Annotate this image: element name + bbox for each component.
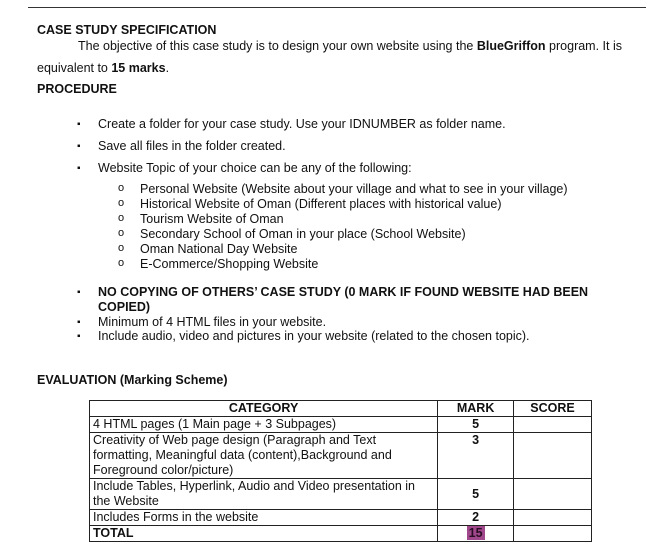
total-mark-value: 15 xyxy=(468,526,483,540)
total-score-cell xyxy=(514,526,592,542)
circle-bullet-icon: o xyxy=(118,227,125,239)
category-line: Includes Forms in the website xyxy=(93,510,259,524)
mark-cell: 3 xyxy=(438,433,514,479)
procedure-bullet-2: Save all files in the folder created. xyxy=(98,139,286,153)
media-rule: Include audio, video and pictures in your website (related to the chosen topic). xyxy=(98,329,530,343)
min-files-rule: Minimum of 4 HTML files in your website. xyxy=(98,315,327,329)
bullet-icon: ▪ xyxy=(77,287,81,298)
category-cell xyxy=(90,479,438,510)
bullet-icon: ▪ xyxy=(77,331,81,342)
topic-item: Personal Website (Website about your village and what to see in your village) xyxy=(140,182,568,196)
marking-scheme-table xyxy=(89,400,592,542)
table-row xyxy=(90,479,592,510)
topic-item: Tourism Website of Oman xyxy=(140,212,284,226)
spec-line-1-c: program. It is xyxy=(545,39,622,53)
circle-bullet-icon: o xyxy=(118,242,125,254)
category-line: the Website xyxy=(93,494,159,508)
total-label: TOTAL xyxy=(90,526,438,542)
category-cell xyxy=(90,510,438,526)
marks-total: 15 marks xyxy=(111,61,166,75)
header-category: CATEGORY xyxy=(90,401,438,417)
topic-item: E-Commerce/Shopping Website xyxy=(140,257,319,271)
spec-line-2 xyxy=(37,61,169,75)
bullet-icon: ▪ xyxy=(77,119,81,130)
header-score: SCORE xyxy=(514,401,592,417)
category-cell xyxy=(90,433,438,479)
mark-cell: 2 xyxy=(438,510,514,526)
evaluation-title: EVALUATION (Marking Scheme) xyxy=(37,373,228,387)
score-cell xyxy=(514,510,592,526)
category-line: 4 HTML pages (1 Main page + 3 Subpages) xyxy=(93,417,337,431)
spec-line-2-c: . xyxy=(165,61,170,75)
spec-title: CASE STUDY SPECIFICATION xyxy=(37,23,217,37)
total-mark-cell xyxy=(438,526,514,542)
bullet-icon: ▪ xyxy=(77,141,81,152)
table-row xyxy=(90,510,592,526)
bullet-icon: ▪ xyxy=(77,317,81,328)
spec-line-2-a: equivalent to xyxy=(37,61,112,75)
procedure-bullet-3: Website Topic of your choice can be any of the following: xyxy=(98,161,412,175)
category-line: Foreground color/picture) xyxy=(93,463,234,477)
mark-cell: 5 xyxy=(438,479,514,510)
procedure-title: PROCEDURE xyxy=(37,82,117,96)
spec-line-1 xyxy=(78,39,622,53)
score-cell xyxy=(514,417,592,433)
category-cell xyxy=(90,417,438,433)
category-line: formatting, Meaningful data (content),Background and xyxy=(93,448,392,462)
total-row xyxy=(90,526,592,542)
topic-item: Historical Website of Oman (Different places with historical value) xyxy=(140,197,502,211)
table-header-row xyxy=(90,401,592,417)
category-line: Creativity of Web page design (Paragraph and Text xyxy=(93,433,377,447)
mark-cell: 5 xyxy=(438,417,514,433)
score-cell xyxy=(514,479,592,510)
score-cell xyxy=(514,433,592,479)
circle-bullet-icon: o xyxy=(118,197,125,209)
program-name: BlueGriffon xyxy=(476,39,546,53)
table-row xyxy=(90,433,592,479)
top-rule xyxy=(28,7,646,8)
table-row xyxy=(90,417,592,433)
category-line: Include Tables, Hyperlink, Audio and Video presentation in xyxy=(93,479,415,493)
bullet-icon: ▪ xyxy=(77,163,81,174)
header-mark: MARK xyxy=(438,401,514,417)
topic-item: Oman National Day Website xyxy=(140,242,298,256)
circle-bullet-icon: o xyxy=(118,182,125,194)
procedure-bullet-1: Create a folder for your case study. Use your IDNUMBER as folder name. xyxy=(98,117,506,131)
no-copy-rule: NO COPYING OF OTHERS’ CASE STUDY (0 MARK IF FOUND WEBSITE HAD BEEN xyxy=(98,285,589,299)
no-copy-rule-cont: COPIED) xyxy=(98,300,151,314)
circle-bullet-icon: o xyxy=(118,212,125,224)
circle-bullet-icon: o xyxy=(118,257,125,269)
topic-item: Secondary School of Oman in your place (School Website) xyxy=(140,227,466,241)
spec-line-1-a: The objective of this case study is to design your own website using the xyxy=(78,39,477,53)
